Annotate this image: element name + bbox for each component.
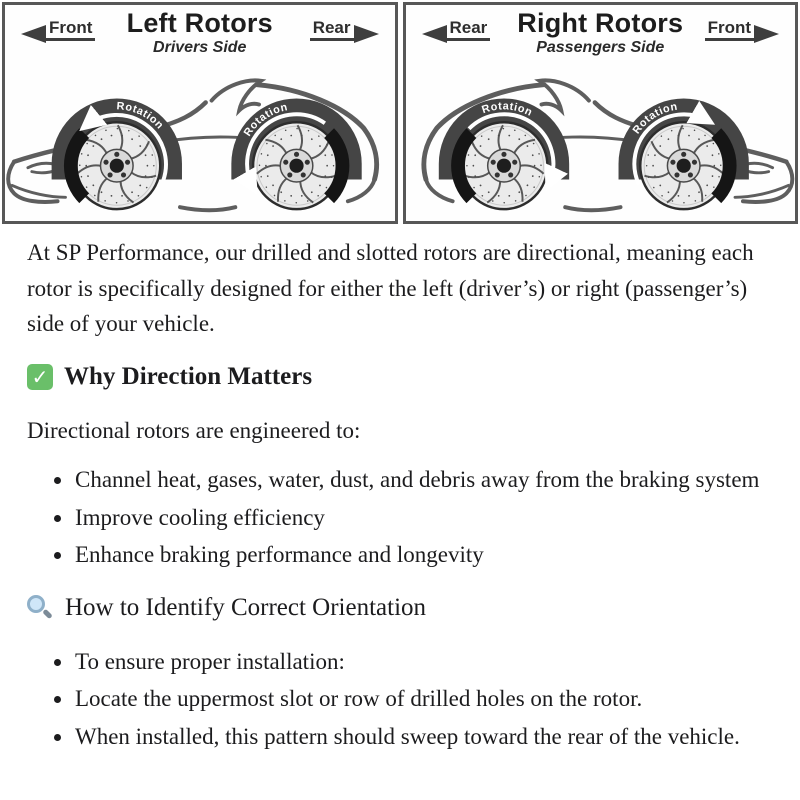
why-bullet-list <box>27 463 773 573</box>
right-car-illustration <box>406 63 796 221</box>
rear-label: Rear <box>447 19 491 41</box>
engineered-to-lead: Directional rotors are engineered to: <box>27 417 361 443</box>
front-rotation-label: Rotation <box>116 100 166 132</box>
rear-rotation-label: Rotation <box>241 101 289 139</box>
article-body <box>0 224 800 754</box>
left-arrowhead-icon <box>422 25 447 43</box>
left-rotors-panel <box>2 2 398 224</box>
magnifying-glass-icon <box>27 594 54 621</box>
front-rotation-label: Rotation <box>630 100 679 137</box>
right-rotors-panel <box>403 2 799 224</box>
front-label: Front <box>46 19 95 41</box>
how-to-identify-heading <box>27 594 773 622</box>
front-label: Front <box>705 19 754 41</box>
rear-direction-arrow <box>310 19 379 41</box>
front-direction-arrow <box>705 19 779 41</box>
left-panel-title: Left Rotors <box>126 8 273 38</box>
rear-direction-arrow <box>422 19 491 41</box>
why-heading-text: Why Direction Matters <box>64 362 313 390</box>
rotor-direction-diagram <box>0 0 800 224</box>
list-item: • Improve cooling efficiency <box>74 501 773 536</box>
green-check-icon: ✓ <box>27 364 53 390</box>
left-panel-subtitle: Drivers Side <box>153 38 247 56</box>
left-panel-titles <box>127 10 273 57</box>
right-panel-titles <box>517 10 683 57</box>
list-item: • Channel heat, gases, water, dust, and debris away from the braking system <box>74 463 773 498</box>
why-direction-matters-heading <box>27 363 773 391</box>
left-arrowhead-icon <box>21 25 46 43</box>
rear-label: Rear <box>310 19 354 41</box>
rear-rotation-label: Rotation <box>479 100 534 119</box>
right-panel-title: Right Rotors <box>517 8 684 38</box>
right-arrowhead-icon <box>754 25 779 43</box>
magnifier-handle <box>42 609 53 620</box>
list-item: • When installed, this pattern should sweep toward the rear of the vehicle. <box>74 720 773 755</box>
list-item: • To ensure proper installation: <box>74 645 773 680</box>
right-arrowhead-icon <box>354 25 379 43</box>
how-bullet-list <box>27 645 773 755</box>
front-direction-arrow <box>21 19 95 41</box>
right-panel-subtitle: Passengers Side <box>536 38 665 56</box>
list-item: • Locate the uppermost slot or row of drilled holes on the rotor. <box>74 682 773 717</box>
left-panel-header <box>5 5 395 63</box>
list-item: • Enhance braking performance and longevity <box>74 538 773 573</box>
intro-paragraph: At SP Performance, our drilled and slotted rotors are directional, meaning each rotor is specifically designed for either the left (driver’s) or right (passenger’s) side of your vehicle. <box>27 240 754 337</box>
right-panel-header <box>406 5 796 63</box>
how-heading-text: How to Identify Correct Orientation <box>65 593 427 621</box>
left-car-illustration <box>5 63 395 221</box>
